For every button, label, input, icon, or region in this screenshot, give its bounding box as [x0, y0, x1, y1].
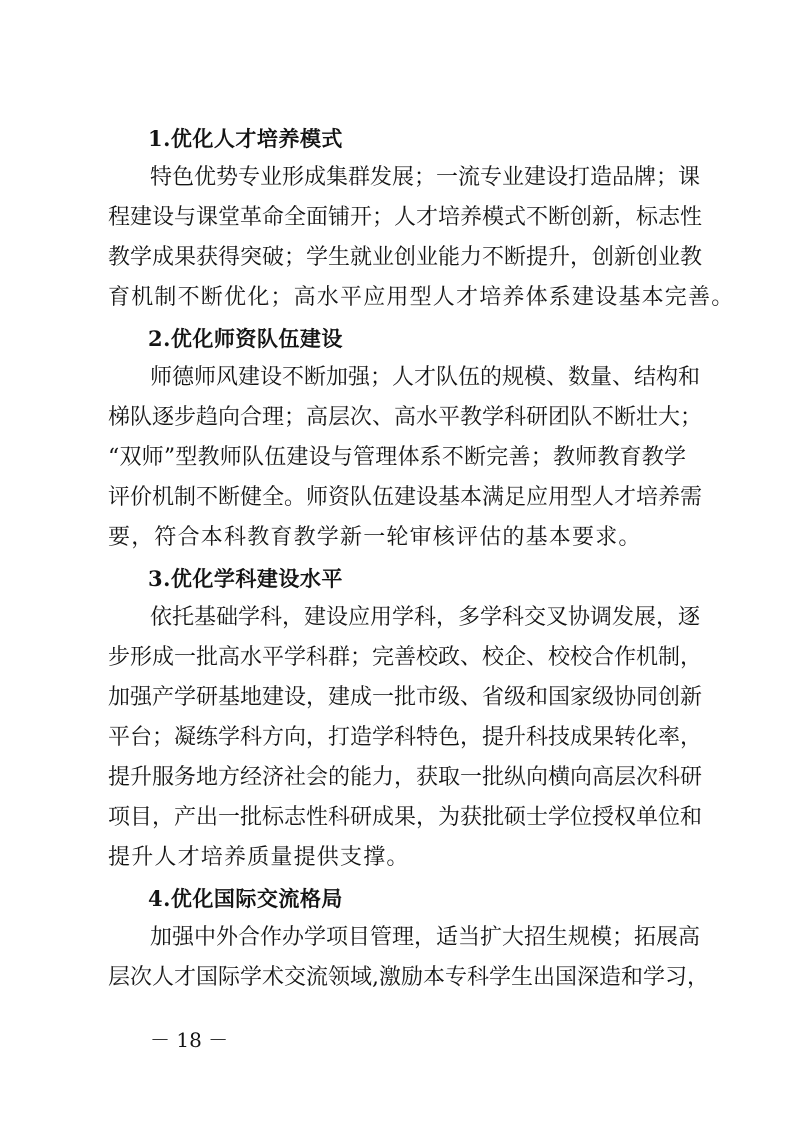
paragraph-line: “双师”型教师队伍建设与管理体系不断完善；教师教育教学	[108, 445, 686, 470]
paragraph-line: 加强产学研基地建设，建成一批市级、省级和国家级协同创新	[108, 685, 703, 710]
paragraph-line: 师德师风建设不断加强；人才队伍的规模、数量、结构和	[150, 365, 701, 390]
paragraph-line: 梯队逐步趋向合理；高层次、高水平教学科研团队不断壮大；	[108, 405, 703, 430]
paragraph-line: 平台；凝练学科方向，打造学科特色，提升科技成果转化率，	[108, 725, 703, 750]
section-heading-2: 2.优化师资队伍建设	[148, 326, 343, 351]
paragraph-line: 步形成一批高水平学科群；完善校政、校企、校校合作机制，	[108, 645, 703, 670]
paragraph-line: 要，符合本科教育教学新一轮审核评估的基本要求。	[108, 525, 642, 550]
paragraph-line: 程建设与课堂革命全面铺开；人才培养模式不断创新，标志性	[108, 205, 703, 230]
paragraph-line: 育机制不断优化；高水平应用型人才培养体系建设基本完善。	[108, 285, 735, 310]
section-heading-1: 1.优化人才培养模式	[148, 126, 343, 151]
paragraph-line: 特色优势专业形成集群发展；一流专业建设打造品牌；课	[150, 165, 701, 190]
paragraph-line: 层次人才国际学术交流领域,激励本专科学生出国深造和学习，	[108, 965, 709, 990]
section-heading-3: 3.优化学科建设水平	[148, 566, 343, 591]
paragraph-line: 评价机制不断健全。师资队伍建设基本满足应用型人才培养需	[108, 485, 703, 510]
section-heading-4: 4.优化国际交流格局	[148, 886, 343, 911]
paragraph-line: 提升人才培养质量提供支撑。	[108, 845, 410, 870]
paragraph-line: 提升服务地方经济社会的能力，获取一批纵向横向高层次科研	[108, 765, 703, 790]
paragraph-line: 教学成果获得突破；学生就业创业能力不断提升，创新创业教	[108, 245, 703, 270]
paragraph-line: 依托基础学科，建设应用学科，多学科交叉协调发展，逐	[150, 605, 701, 630]
page-number: － 18 －	[150, 1028, 229, 1052]
paragraph-line: 项目，产出一批标志性科研成果，为获批硕士学位授权单位和	[108, 805, 703, 830]
paragraph-line: 加强中外合作办学项目管理，适当扩大招生规模；拓展高	[150, 925, 701, 950]
